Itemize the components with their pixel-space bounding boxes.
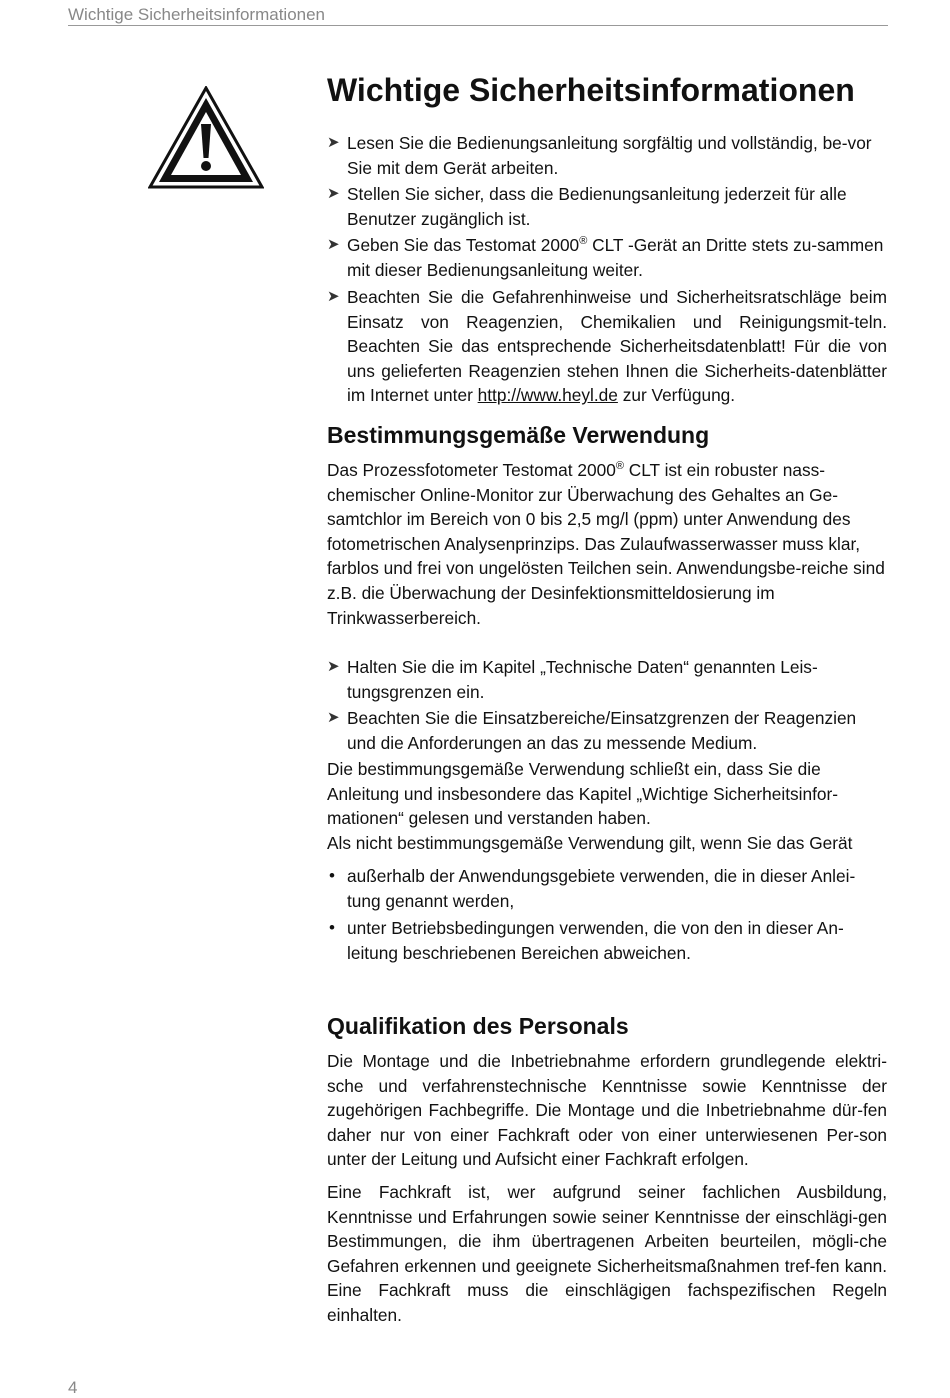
arrow-bullet-icon: ➤ xyxy=(327,236,340,253)
paragraph: Eine Fachkraft ist, wer aufgrund seiner fachlichen Ausbildung, Kenntnisse und Erfahrungen sowie seiner Kenntnisse der einschlägi-gen Bestimmungen, die ihm übertragenen Arbeiten beurteilen, mögli-che Gefahren erkennen und geeignete Sicherheitsmaßnahmen tref-fen kann. Eine Fachkraft muss die einschlägigen fachspezifischen Regeln einhalten. xyxy=(327,1182,887,1325)
arrow-bullet-icon: ➤ xyxy=(327,709,340,726)
list-item: ➤ Lesen Sie die Bedienungsanleitung sorgfältig und vollständig, be-vor Sie mit dem Gerät arbeiten. xyxy=(327,133,872,178)
page-number: 4 xyxy=(68,1378,78,1397)
list-item: ➤ Geben Sie das Testomat 2000® CLT -Gerät an Dritte stets zu-sammen mit dieser Bedienungsanleitung weiter. xyxy=(327,235,884,280)
bullet-dot-icon: • xyxy=(329,866,335,885)
section-title-qualification: Qualifikation des Personals xyxy=(327,1013,629,1039)
list-item: ➤ Beachten Sie die Gefahrenhinweise und Sicherheitsratschläge beim Einsatz von Reagenzien, Chemikalien und Reinigungsmit-teln. Beachten Sie das entsprechende Sicherheitsdatenblatt! Für die von uns gelieferten Reagenzien stehen Ihnen die Sicherheits-datenblätter im Internet unter http://www.heyl.de zur Verfügung. xyxy=(327,287,887,406)
arrow-bullet-icon: ➤ xyxy=(327,288,340,305)
list-item: ➤ Beachten Sie die Einsatzbereiche/Einsatzgrenzen der Reagenzien und die Anforderungen an das zu messende Medium. xyxy=(327,708,857,753)
section-title-safety: Wichtige Sicherheitsinformationen xyxy=(327,72,855,108)
paragraph: Als nicht bestimmungsgemäße Verwendung gilt, wenn Sie das Gerät xyxy=(327,833,853,853)
arrow-bullet-icon: ➤ xyxy=(327,658,340,675)
section-title-intended-use: Bestimmungsgemäße Verwendung xyxy=(327,422,710,448)
arrow-bullet-icon: ➤ xyxy=(327,185,340,202)
warning-triangle-icon xyxy=(148,86,264,190)
bullet-dot-icon: • xyxy=(329,918,335,937)
list-item: • außerhalb der Anwendungsgebiete verwenden, die in dieser Anlei-tung genannt werden, xyxy=(329,866,856,911)
running-header: Wichtige Sicherheitsinformationen xyxy=(68,5,888,26)
list-item: ➤ Halten Sie die im Kapitel „Technische Daten“ genannten Leis-tungsgrenzen ein. xyxy=(327,657,818,702)
intended-use-paragraph: Das Prozessfotometer Testomat 2000® CLT ist ein robuster nass-chemischer Online-Monitor zur Überwachung des Gehaltes an Ge-samtchlor im Bereich von 0 bis 2,5 mg/l (ppm) unter Anwendung des fotometrischen Analysenprinzips. Das Zulaufwasserwasser muss klar, farblos und frei von ungelösten Teilchen sein. Anwendungsbe-reiche sind z.B. die Überwachung der Desinfektionsmitteldosierung im Trinkwasserbereich. xyxy=(327,460,885,628)
paragraph: Die bestimmungsgemäße Verwendung schließt ein, dass Sie die Anleitung und insbesondere das Kapitel „Wichtige Sicherheitsinfor-mationen“ gelesen und verstanden haben. xyxy=(327,759,839,829)
safety-bullets xyxy=(327,131,887,180)
heyl-website-link[interactable]: http://www.heyl.de xyxy=(477,385,618,406)
arrow-bullet-icon: ➤ xyxy=(327,134,340,151)
paragraph: Die Montage und die Inbetriebnahme erfordern grundlegende elektri-sche und verfahrenstechnische Kenntnisse sowie Kenntnisse der zugehörigen Fachbegriffe. Die Montage und die Inbetriebnahme dür-fen daher nur von einer Fachkraft oder von einer unterwiesenen Per-son unter der Leitung und Aufsicht einer Fachkraft erfolgen. xyxy=(327,1051,887,1170)
list-item: ➤ Stellen Sie sicher, dass die Bedienungsanleitung jederzeit für alle Benutzer zugänglich ist. xyxy=(327,184,847,229)
list-item: • unter Betriebsbedingungen verwenden, die von den in dieser An-leitung beschriebenen Bereichen abweichen. xyxy=(329,918,844,963)
